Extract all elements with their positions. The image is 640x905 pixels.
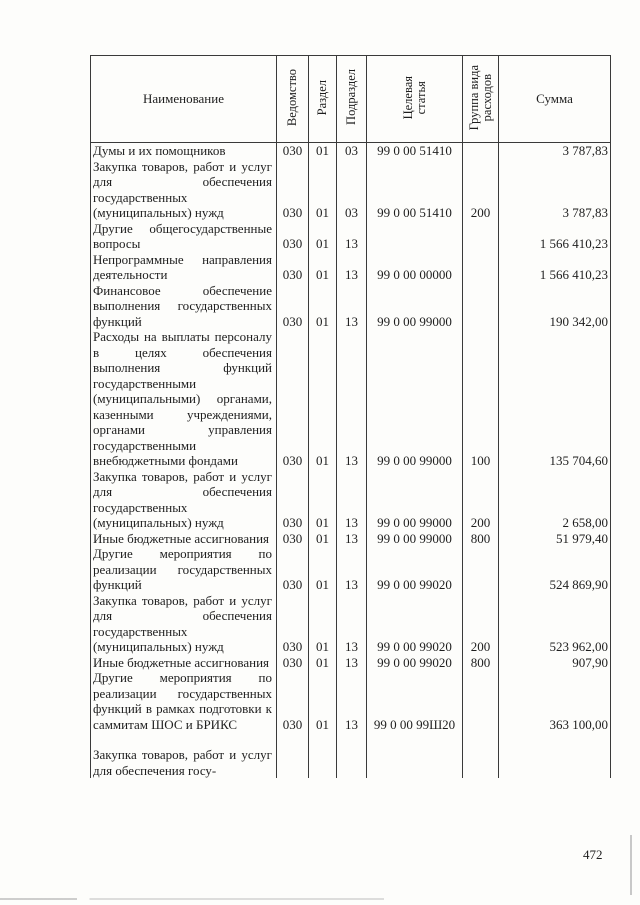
row-vedomstvo: 030: [277, 670, 309, 732]
row-name: Другие общегосударственные вопросы: [91, 221, 277, 252]
row-vedomstvo: 030: [277, 143, 309, 159]
row-summa: 51 979,40: [499, 531, 611, 547]
row-podrazdel: 13: [337, 329, 367, 469]
row-summa: [499, 732, 611, 778]
row-podrazdel: 13: [337, 252, 367, 283]
row-summa: 907,90: [499, 655, 611, 671]
row-podrazdel: [337, 732, 367, 778]
row-gruppa: 800: [463, 655, 499, 671]
row-vedomstvo: [277, 732, 309, 778]
row-podrazdel: 13: [337, 221, 367, 252]
row-podrazdel: 13: [337, 283, 367, 330]
row-vedomstvo: 030: [277, 469, 309, 531]
row-razdel: 01: [309, 143, 337, 159]
row-name: Закупка товаров, работ и услуг для обеспечения госу-: [91, 732, 277, 778]
row-name: Думы и их помощников: [91, 143, 277, 159]
row-gruppa: [463, 221, 499, 252]
row-celevaya-statya: 99 0 00 99000: [367, 329, 463, 469]
row-summa: 2 658,00: [499, 469, 611, 531]
row-razdel: 01: [309, 469, 337, 531]
row-razdel: 01: [309, 670, 337, 732]
table-row: [91, 159, 611, 221]
scan-bottom-noise: [0, 898, 640, 900]
row-gruppa: [463, 252, 499, 283]
row-gruppa: 200: [463, 469, 499, 531]
row-celevaya-statya: 99 0 00 99020: [367, 655, 463, 671]
table-row: [91, 546, 611, 593]
header-razdel: [309, 56, 337, 143]
header-razdel-label: Раздел: [315, 79, 329, 115]
row-podrazdel: 13: [337, 469, 367, 531]
row-summa: 3 787,83: [499, 159, 611, 221]
row-vedomstvo: 030: [277, 283, 309, 330]
table-row: [91, 283, 611, 330]
row-name: Закупка товаров, работ и услуг для обеспечения государственных (муниципальных) нужд: [91, 469, 277, 531]
row-vedomstvo: 030: [277, 159, 309, 221]
table-row: [91, 655, 611, 671]
row-name: Иные бюджетные ассигнования: [91, 531, 277, 547]
row-celevaya-statya: 99 0 00 99020: [367, 546, 463, 593]
row-summa: 524 869,90: [499, 546, 611, 593]
row-razdel: 01: [309, 159, 337, 221]
header-podrazdel: [337, 56, 367, 143]
row-summa: 1 566 410,23: [499, 252, 611, 283]
row-summa: 1 566 410,23: [499, 221, 611, 252]
row-gruppa: 200: [463, 593, 499, 655]
row-vedomstvo: 030: [277, 252, 309, 283]
row-vedomstvo: 030: [277, 655, 309, 671]
row-vedomstvo: 030: [277, 546, 309, 593]
row-celevaya-statya: 99 0 00 51410: [367, 143, 463, 159]
scan-edge-mark: [630, 835, 632, 895]
row-razdel: [309, 732, 337, 778]
header-vedomstvo: [277, 56, 309, 143]
row-name: Расходы на выплаты персоналу в целях обеспечения выполнения функций государственными (муниципальными) органами, казенными учреждениями, органами управления государственными внебюджетными фондами: [91, 329, 277, 469]
row-name: Непрограммные направления деятельности: [91, 252, 277, 283]
table-row: [91, 221, 611, 252]
row-celevaya-statya: [367, 221, 463, 252]
table-header-row: [91, 56, 611, 143]
header-celevaya-label: Целевая статья: [400, 75, 428, 119]
header-name: Наименование: [91, 56, 277, 143]
table-row: [91, 252, 611, 283]
row-razdel: 01: [309, 252, 337, 283]
row-gruppa: [463, 283, 499, 330]
row-summa: 3 787,83: [499, 143, 611, 159]
row-razdel: 01: [309, 283, 337, 330]
row-summa: 135 704,60: [499, 329, 611, 469]
row-celevaya-statya: 99 0 00 99020: [367, 593, 463, 655]
row-gruppa: 800: [463, 531, 499, 547]
row-podrazdel: 13: [337, 546, 367, 593]
row-name: Другие мероприятия по реализации государственных функций в рамках подготовки к саммитам ШОС и БРИКС: [91, 670, 277, 732]
row-razdel: 01: [309, 655, 337, 671]
row-summa: 523 962,00: [499, 593, 611, 655]
header-gruppa-vida-rashodov: [463, 56, 499, 143]
row-summa: 363 100,00: [499, 670, 611, 732]
table-row: [91, 670, 611, 732]
row-name: Другие мероприятия по реализации государственных функций: [91, 546, 277, 593]
row-celevaya-statya: 99 0 00 51410: [367, 159, 463, 221]
row-razdel: 01: [309, 329, 337, 469]
table-row: [91, 143, 611, 159]
row-name: Закупка товаров, работ и услуг для обеспечения государственных (муниципальных) нужд: [91, 159, 277, 221]
row-gruppa: 100: [463, 329, 499, 469]
row-gruppa: [463, 546, 499, 593]
table-row: [91, 593, 611, 655]
table-body: [91, 143, 611, 779]
row-gruppa: [463, 670, 499, 732]
row-podrazdel: 13: [337, 670, 367, 732]
row-name: Иные бюджетные ассигнования: [91, 655, 277, 671]
row-razdel: 01: [309, 593, 337, 655]
row-podrazdel: 13: [337, 593, 367, 655]
row-vedomstvo: 030: [277, 329, 309, 469]
row-podrazdel: 13: [337, 655, 367, 671]
row-podrazdel: 03: [337, 159, 367, 221]
row-name: Закупка товаров, работ и услуг для обеспечения государственных (муниципальных) нужд: [91, 593, 277, 655]
page-number: 472: [583, 847, 603, 862]
row-celevaya-statya: 99 0 00 99000: [367, 283, 463, 330]
row-vedomstvo: 030: [277, 593, 309, 655]
table-row: [91, 732, 611, 778]
row-celevaya-statya: 99 0 00 99000: [367, 469, 463, 531]
header-podrazdel-label: Подраздел: [344, 69, 358, 126]
header-celevaya-statya: [367, 56, 463, 143]
row-razdel: 01: [309, 546, 337, 593]
table-row: [91, 531, 611, 547]
header-summa: Сумма: [499, 56, 611, 143]
row-razdel: 01: [309, 221, 337, 252]
row-razdel: 01: [309, 531, 337, 547]
row-celevaya-statya: 99 0 00 00000: [367, 252, 463, 283]
row-gruppa: [463, 732, 499, 778]
header-vedomstvo-label: Ведомство: [285, 68, 299, 126]
row-celevaya-statya: [367, 732, 463, 778]
budget-table: [90, 55, 611, 778]
table-row: [91, 469, 611, 531]
row-vedomstvo: 030: [277, 221, 309, 252]
row-gruppa: 200: [463, 159, 499, 221]
row-vedomstvo: 030: [277, 531, 309, 547]
row-podrazdel: 13: [337, 531, 367, 547]
row-name: Финансовое обеспечение выполнения государственных функций: [91, 283, 277, 330]
header-gruppa-label: Группа вида расходов: [466, 64, 494, 130]
table-row: [91, 329, 611, 469]
row-summa: 190 342,00: [499, 283, 611, 330]
row-gruppa: [463, 143, 499, 159]
row-podrazdel: 03: [337, 143, 367, 159]
row-celevaya-statya: 99 0 00 99000: [367, 531, 463, 547]
row-celevaya-statya: 99 0 00 99Ш20: [367, 670, 463, 732]
